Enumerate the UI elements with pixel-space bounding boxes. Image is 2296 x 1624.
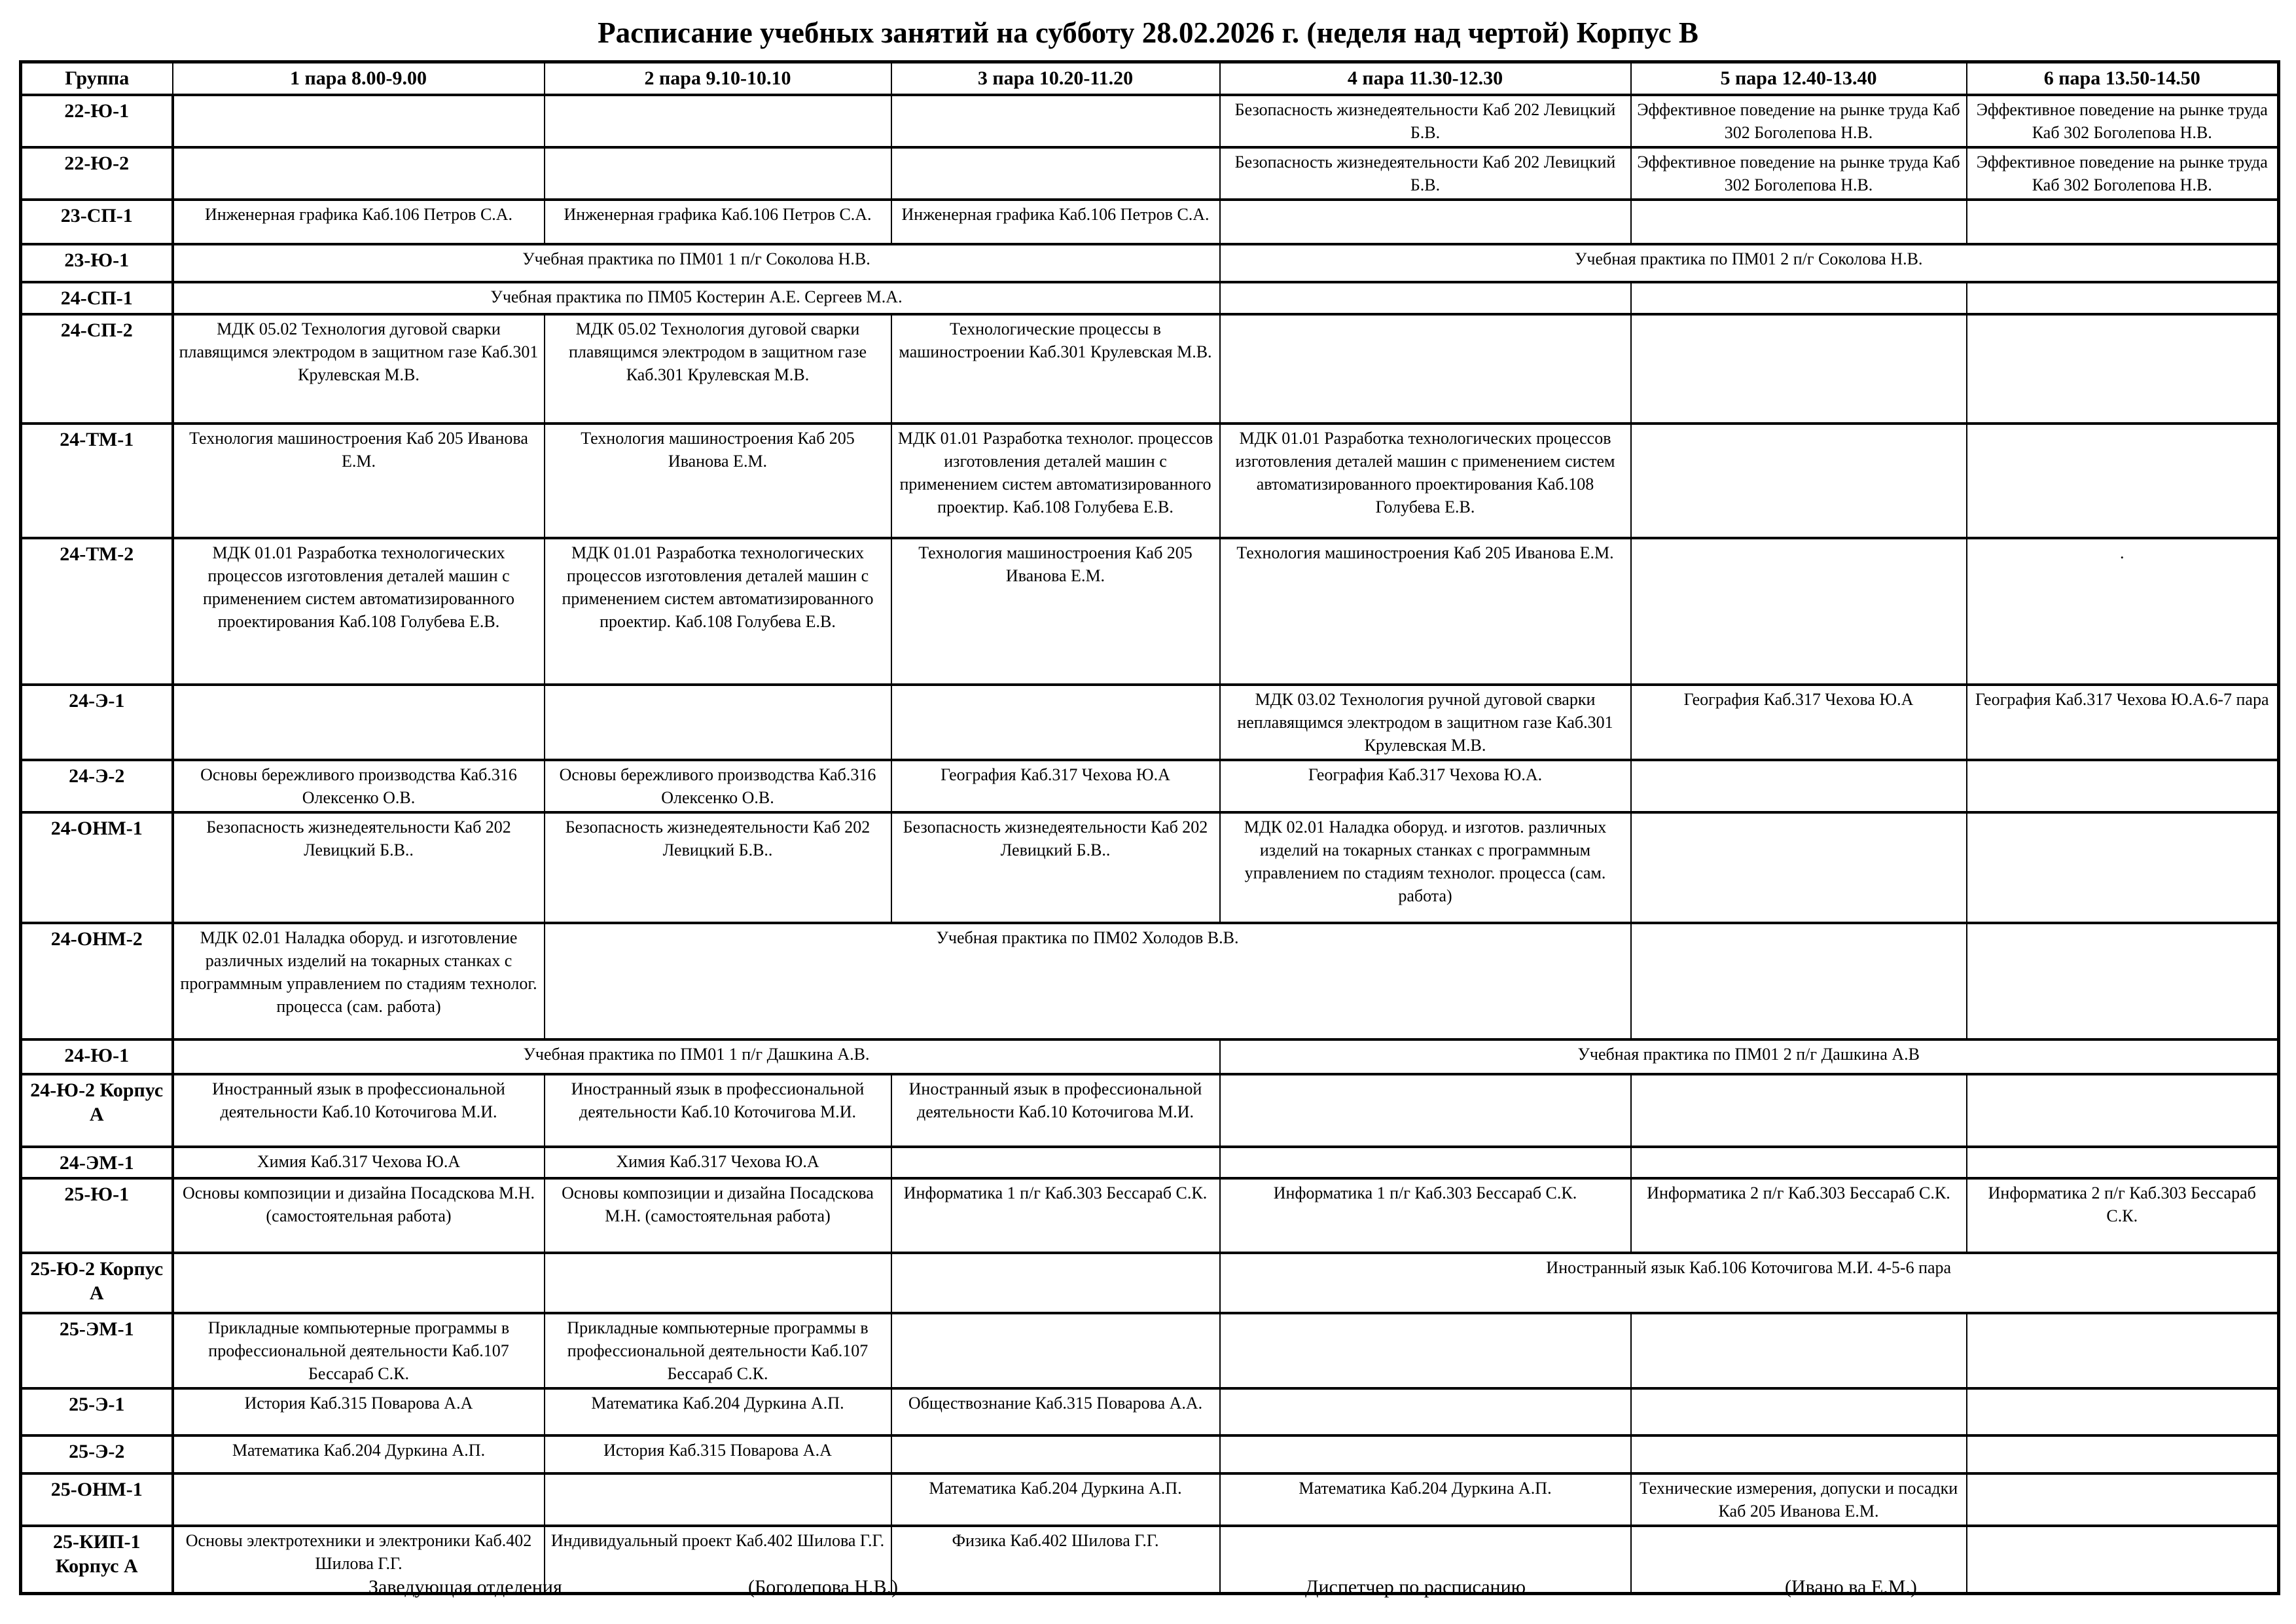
schedule-cell: Иностранный язык в профессиональной деятельности Каб.10 Коточигова М.И. [891,1074,1220,1147]
table-row [21,424,2279,538]
header-cell-pair6: 6 пара 13.50-14.50 [1967,62,2279,95]
schedule-cell [891,1253,1220,1313]
schedule-cell: Основы электротехники и электроники Каб.402 Шилова Г.Г. [173,1526,545,1594]
schedule-cell [891,1435,1220,1473]
schedule-cell [1967,200,2279,244]
table-row [21,1473,2279,1526]
schedule-cell-merged: Учебная практика по ПМ01 2 п/г Дашкина А.В [1220,1039,2279,1074]
schedule-cell [1967,923,2279,1039]
schedule-cell [1967,760,2279,812]
group-cell: 24-ТМ-2 [21,538,173,685]
schedule-cell: География Каб.317 Чехова Ю.А.6-7 пара [1967,685,2279,760]
schedule-cell [1967,1435,2279,1473]
schedule-cell [1220,1313,1631,1388]
schedule-cell: Инженерная графика Каб.106 Петров С.А. [173,200,545,244]
header-row [21,62,2279,95]
schedule-cell [1631,1388,1967,1435]
schedule-cell [891,95,1220,147]
group-cell: 25-КИП-1 Корпус А [21,1526,173,1594]
schedule-cell: Индивидуальный проект Каб.402 Шилова Г.Г. [545,1526,891,1594]
schedule-cell: Инженерная графика Каб.106 Петров С.А. [545,200,891,244]
schedule-cell: История Каб.315 Поварова А.А [173,1388,545,1435]
schedule-cell-merged: Учебная практика по ПМ01 1 п/г Соколова Н.В. [173,244,1220,282]
schedule-cell: Эффективное поведение на рынке труда Каб 302 Боголепова Н.В. [1967,147,2279,200]
schedule-cell [891,685,1220,760]
schedule-cell: Информатика 2 п/г Каб.303 Бессараб С.К. [1631,1178,1967,1253]
schedule-cell [1631,1074,1967,1147]
schedule-cell: МДК 02.01 Наладка оборуд. и изготовление различных изделий на токарных станках с программным управлением по стадиям технолог. процесса (сам. работа) [173,923,545,1039]
schedule-cell: Эффективное поведение на рынке труда Каб 302 Боголепова Н.В. [1631,147,1967,200]
schedule-cell [1967,1074,2279,1147]
header-cell-pair4: 4 пара 11.30-12.30 [1220,62,1631,95]
group-cell: 22-Ю-2 [21,147,173,200]
schedule-cell [1967,424,2279,538]
schedule-cell [1631,282,1967,314]
schedule-cell: Технические измерения, допуски и посадки Каб 205 Иванова Е.М. [1631,1473,1967,1526]
table-row [21,1178,2279,1253]
schedule-cell: МДК 02.01 Наладка оборуд. и изготов. различных изделий на токарных станках с программным управлением по стадиям технолог. процесса (сам. работа) [1220,812,1631,923]
schedule-cell [891,1147,1220,1178]
schedule-cell: Информатика 1 п/г Каб.303 Бессараб С.К. [1220,1178,1631,1253]
schedule-cell: История Каб.315 Поварова А.А [545,1435,891,1473]
schedule-cell [1631,424,1967,538]
schedule-cell-merged: Учебная практика по ПМ01 1 п/г Дашкина А.В. [173,1039,1220,1074]
schedule-cell: Информатика 2 п/г Каб.303 Бессараб С.К. [1967,1178,2279,1253]
schedule-cell: . [1967,538,2279,685]
schedule-cell: Технология машиностроения Каб 205 Иванова Е.М. [173,424,545,538]
schedule-cell [173,685,545,760]
table-row [21,147,2279,200]
schedule-cell [1220,1147,1631,1178]
schedule-cell: МДК 03.02 Технология ручной дуговой сварки неплавящимся электродом в защитном газе Каб.301 Крулевская М.В. [1220,685,1631,760]
table-row [21,1435,2279,1473]
schedule-cell: Иностранный язык в профессиональной деятельности Каб.10 Коточигова М.И. [173,1074,545,1147]
schedule-cell [891,1313,1220,1388]
table-row [21,244,2279,282]
group-cell: 25-ОНМ-1 [21,1473,173,1526]
schedule-cell [1220,200,1631,244]
table-row [21,923,2279,1039]
schedule-cell: Безопасность жизнедеятельности Каб 202 Левицкий Б.В.. [891,812,1220,923]
table-row [21,538,2279,685]
schedule-cell [891,147,1220,200]
schedule-cell [1967,1473,2279,1526]
schedule-cell: Технология машиностроения Каб 205 Иванова Е.М. [891,538,1220,685]
table-row [21,1039,2279,1074]
schedule-cell [545,95,891,147]
schedule-cell: География Каб.317 Чехова Ю.А. [1220,760,1631,812]
footer [0,1576,2296,1609]
table-row [21,282,2279,314]
schedule-cell [1631,200,1967,244]
schedule-cell: Технологические процессы в машиностроении Каб.301 Крулевская М.В. [891,314,1220,424]
group-cell: 24-Э-2 [21,760,173,812]
table-row [21,685,2279,760]
schedule-cell: МДК 01.01 Разработка технологических процессов изготовления деталей машин с применением систем автоматизированного проектирования Каб.108 Голубева Е.В. [1220,424,1631,538]
table-row [21,95,2279,147]
table-row [21,812,2279,923]
schedule-cell: Безопасность жизнедеятельности Каб 202 Левицкий Б.В.. [545,812,891,923]
group-cell: 24-Ю-2 Корпус А [21,1074,173,1147]
schedule-cell: Химия Каб.317 Чехова Ю.А [545,1147,891,1178]
schedule-cell [1631,1435,1967,1473]
header-cell-pair3: 3 пара 10.20-11.20 [891,62,1220,95]
group-cell: 22-Ю-1 [21,95,173,147]
group-cell: 24-СП-2 [21,314,173,424]
schedule-cell [1631,923,1967,1039]
schedule-cell: Физика Каб.402 Шилова Г.Г. [891,1526,1220,1594]
schedule-cell: Эффективное поведение на рынке труда Каб 302 Боголепова Н.В. [1631,95,1967,147]
schedule-table [19,60,2280,1595]
group-cell: 24-ОНМ-1 [21,812,173,923]
schedule-cell [1631,812,1967,923]
schedule-cell: Химия Каб.317 Чехова Ю.А [173,1147,545,1178]
schedule-cell [173,1473,545,1526]
schedule-cell: Инженерная графика Каб.106 Петров С.А. [891,200,1220,244]
schedule-cell [1967,1388,2279,1435]
schedule-cell: Иностранный язык в профессиональной деятельности Каб.10 Коточигова М.И. [545,1074,891,1147]
schedule-cell [1631,1313,1967,1388]
group-cell: 24-Ю-1 [21,1039,173,1074]
header-cell-pair2: 2 пара 9.10-10.10 [545,62,891,95]
schedule-cell-merged: Иностранный язык Каб.106 Коточигова М.И. 4-5-6 пара [1220,1253,2279,1313]
schedule-cell: Прикладные компьютерные программы в профессиональной деятельности Каб.107 Бессараб С.К. [173,1313,545,1388]
table-row [21,1147,2279,1178]
group-cell: 24-Э-1 [21,685,173,760]
schedule-cell [1220,1388,1631,1435]
schedule-cell-merged: Учебная практика по ПМ02 Холодов В.В. [545,923,1631,1039]
schedule-cell [173,95,545,147]
schedule-cell: Основы бережливого производства Каб.316 Олексенко О.В. [545,760,891,812]
header-cell-pair1: 1 пара 8.00-9.00 [173,62,545,95]
schedule-cell: МДК 01.01 Разработка технологических процессов изготовления деталей машин с применением систем автоматизированного проектир. Каб.108 Голубева Е.В. [545,538,891,685]
group-cell: 24-ТМ-1 [21,424,173,538]
schedule-cell: МДК 01.01 Разработка технолог. процессов изготовления деталей машин с применением систем автоматизированного проектир. Каб.108 Голубева Е.В. [891,424,1220,538]
schedule-cell: МДК 05.02 Технология дуговой сварки плавящимся электродом в защитном газе Каб.301 Крулевская М.В. [545,314,891,424]
schedule-cell [173,1253,545,1313]
schedule-cell [1967,1147,2279,1178]
schedule-cell: Основы композиции и дизайна Посадскова М.Н. (самостоятельная работа) [173,1178,545,1253]
header-cell-pair5: 5 пара 12.40-13.40 [1631,62,1967,95]
group-cell: 24-СП-1 [21,282,173,314]
group-cell: 25-Э-1 [21,1388,173,1435]
schedule-cell [1220,282,1631,314]
schedule-cell [1631,1147,1967,1178]
schedule-cell: Технология машиностроения Каб 205 Иванова Е.М. [1220,538,1631,685]
group-cell: 25-Ю-2 Корпус А [21,1253,173,1313]
schedule-cell [1220,1435,1631,1473]
schedule-cell [1220,1074,1631,1147]
schedule-cell [545,1473,891,1526]
schedule-cell: МДК 01.01 Разработка технологических процессов изготовления деталей машин с применением систем автоматизированного проектирования Каб.108 Голубева Е.В. [173,538,545,685]
table-row [21,1253,2279,1313]
schedule-cell [1967,1313,2279,1388]
schedule-cell: География Каб.317 Чехова Ю.А [1631,685,1967,760]
dispatcher-name: (Ивано ва Е.М.) [1785,1576,1917,1598]
schedule-cell: Эффективное поведение на рынке труда Каб 302 Боголепова Н.В. [1967,95,2279,147]
head-of-department-label: Заведующая отделения [368,1576,562,1598]
schedule-cell: Безопасность жизнедеятельности Каб 202 Левицкий Б.В.. [173,812,545,923]
page-title: Расписание учебных занятий на субботу 28.02.2026 г. (неделя над чертой) Корпус В [598,16,1698,49]
schedule-cell: Обществознание Каб.315 Поварова А.А. [891,1388,1220,1435]
schedule-cell: Математика Каб.204 Дуркина А.П. [891,1473,1220,1526]
table-row [21,1388,2279,1435]
schedule-cell [545,1253,891,1313]
header-cell-group: Группа [21,62,173,95]
schedule-cell [1967,282,2279,314]
schedule-cell: Безопасность жизнедеятельности Каб 202 Левицкий Б.В. [1220,95,1631,147]
schedule-cell: МДК 05.02 Технология дуговой сварки плавящимся электродом в защитном газе Каб.301 Крулевская М.В. [173,314,545,424]
schedule-cell-merged: Учебная практика по ПМ05 Костерин А.Е. Сергеев М.А. [173,282,1220,314]
group-cell: 25-Ю-1 [21,1178,173,1253]
schedule-cell: География Каб.317 Чехова Ю.А [891,760,1220,812]
schedule-cell [1967,314,2279,424]
schedule-cell [545,685,891,760]
schedule-cell [1967,812,2279,923]
schedule-cell: Основы композиции и дизайна Посадскова М.Н. (самостоятельная работа) [545,1178,891,1253]
schedule-cell-merged: Учебная практика по ПМ01 2 п/г Соколова Н.В. [1220,244,2279,282]
schedule-cell: Математика Каб.204 Дуркина А.П. [545,1388,891,1435]
head-of-department-name: (Боголепова Н.В.) [748,1576,898,1598]
schedule-cell [1631,538,1967,685]
group-cell: 25-Э-2 [21,1435,173,1473]
table-row [21,200,2279,244]
schedule-cell: Прикладные компьютерные программы в профессиональной деятельности Каб.107 Бессараб С.К. [545,1313,891,1388]
group-cell: 24-ЭМ-1 [21,1147,173,1178]
schedule-cell: Информатика 1 п/г Каб.303 Бессараб С.К. [891,1178,1220,1253]
schedule-cell [173,147,545,200]
group-cell: 23-Ю-1 [21,244,173,282]
schedule-cell: Математика Каб.204 Дуркина А.П. [1220,1473,1631,1526]
group-cell: 23-СП-1 [21,200,173,244]
group-cell: 25-ЭМ-1 [21,1313,173,1388]
schedule-cell: Математика Каб.204 Дуркина А.П. [173,1435,545,1473]
dispatcher-label: Диспетчер по расписанию [1305,1576,1526,1598]
schedule-cell [1631,314,1967,424]
schedule-cell [545,147,891,200]
table-row [21,760,2279,812]
table-row [21,1313,2279,1388]
schedule-cell [1631,760,1967,812]
table-row [21,1074,2279,1147]
schedule-cell: Основы бережливого производства Каб.316 Олексенко О.В. [173,760,545,812]
group-cell: 24-ОНМ-2 [21,923,173,1039]
schedule-cell [1220,314,1631,424]
schedule-cell: Безопасность жизнедеятельности Каб 202 Левицкий Б.В. [1220,147,1631,200]
schedule-cell: Технология машиностроения Каб 205 Иванова Е.М. [545,424,891,538]
table-row [21,314,2279,424]
